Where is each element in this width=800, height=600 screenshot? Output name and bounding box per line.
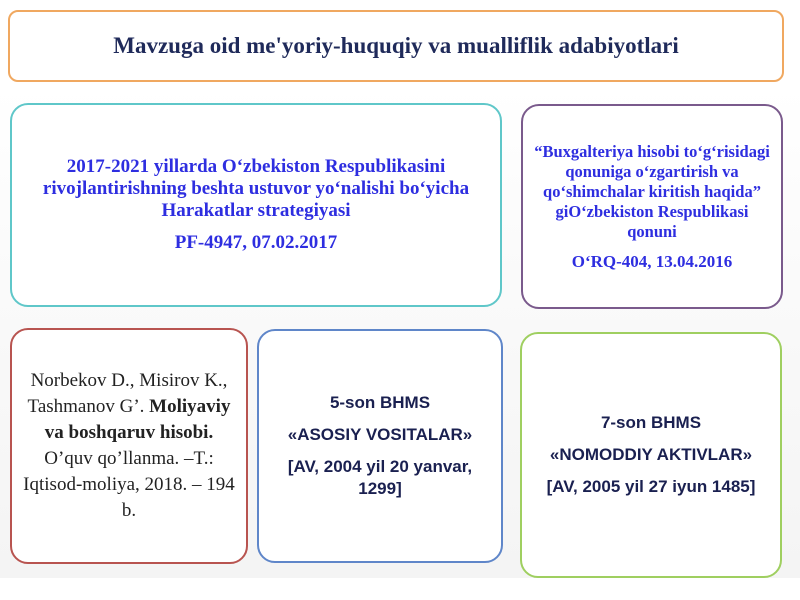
- book-title: Moliyaviy va boshqaruv hisobi.: [44, 396, 231, 443]
- standard7-box: [520, 332, 782, 578]
- book-details: O’quv qo’llanma. –T.: Iqtisod-moliya, 2018. – 194 b.: [23, 448, 235, 521]
- law-box: [521, 104, 783, 309]
- standard7-name: «NOMODDIY AKTIVLAR»: [549, 445, 753, 464]
- standard5-ref: [AV, 2004 yil 20 yanvar, 1299]: [287, 457, 473, 498]
- standard5-name: «ASOSIY VOSITALAR»: [287, 425, 473, 444]
- book-citation: [22, 368, 236, 524]
- strategy-ref: PF-4947, 07.02.2017: [174, 232, 338, 253]
- law-ref: O‘RQ-404, 13.04.2016: [571, 251, 733, 271]
- standard7-number: 7-son BHMS: [600, 413, 702, 432]
- strategy-box: [10, 103, 502, 307]
- standard5-box: [257, 329, 503, 563]
- page-title: Mavzuga oid me'yoriy-huquqiy va mualliflik adabiyotlari: [113, 33, 679, 58]
- book-box: [10, 328, 248, 564]
- standard7-ref: [AV, 2005 yil 27 iyun 1485]: [546, 477, 756, 496]
- book-authors: Norbekov D., Misirov K., Tashmanov G’.: [27, 370, 228, 417]
- strategy-text: 2017-2021 yillarda O‘zbekiston Respublikasini rivojlantirishning beshta ustuvor yo‘nalishi bo‘yicha Harakatlar strategiyasi: [42, 156, 470, 221]
- standard5-number: 5-son BHMS: [329, 393, 431, 412]
- title-box: [8, 10, 784, 82]
- law-text: “Buxgalteriya hisobi to‘g‘risidagi qonuniga o‘zgartirish va qo‘shimchalar kiritish haqida” giO‘zbekiston Respublikasi qonuni: [534, 141, 770, 241]
